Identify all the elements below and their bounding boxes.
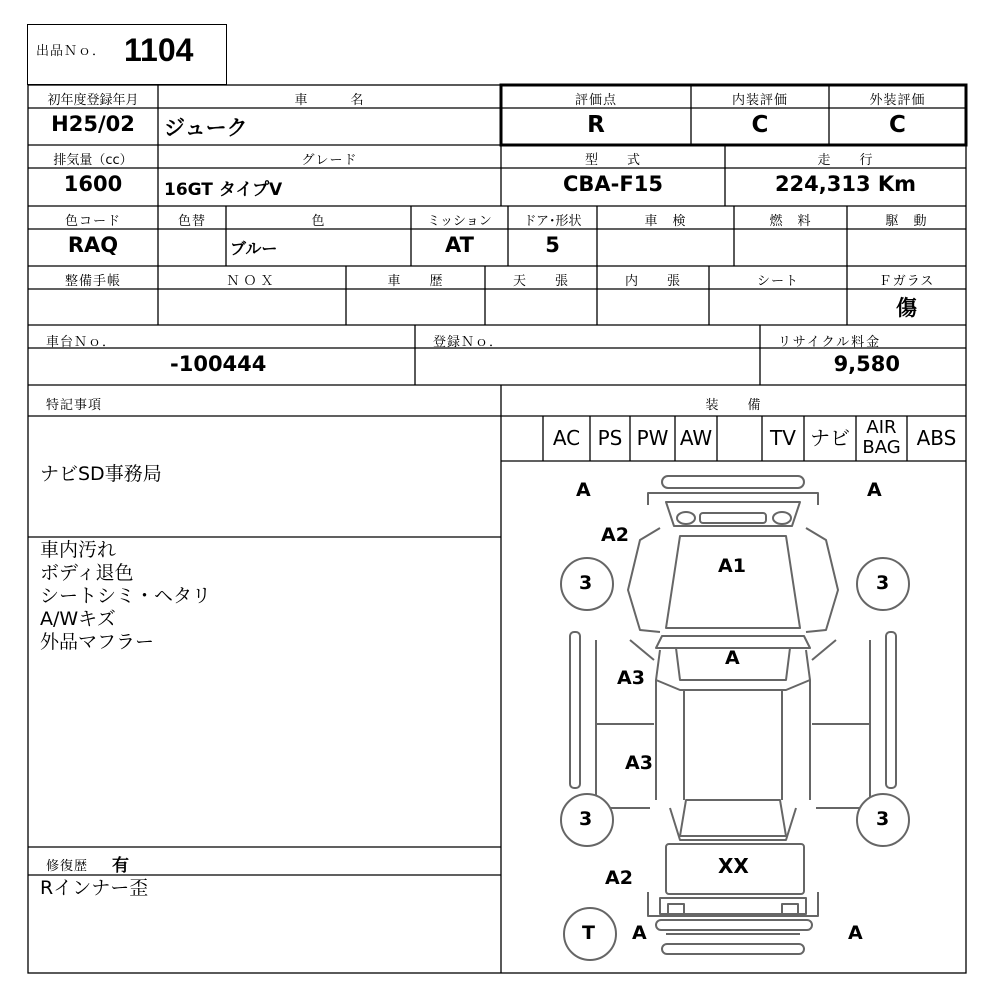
mark-bonnet: A1 xyxy=(718,555,746,577)
remarks-line-5: 外品マフラー xyxy=(40,631,155,653)
mark-front-left-corner: A xyxy=(576,479,591,501)
remarks-line-4: A/Wキズ xyxy=(40,608,116,630)
displacement-label: 排気量（cc） xyxy=(53,153,133,168)
car-damage-diagram xyxy=(501,461,966,973)
inspection-label: 車 検 xyxy=(644,214,687,229)
mark-front-right-corner: A xyxy=(867,479,882,501)
equipment-ac: AC xyxy=(552,426,581,450)
exterior-score-label: 外装評価 xyxy=(869,93,926,108)
recycle-fee-value: 9,580 xyxy=(833,352,900,376)
chassis-number-label: 車台Ｎｏ． xyxy=(46,335,117,350)
chassis-number-value: -100444 xyxy=(170,352,267,376)
maintenance-book-label: 整備手帳 xyxy=(64,274,121,289)
nox-label: ＮＯＸ xyxy=(226,274,278,289)
mark-left-rear-door: A3 xyxy=(625,752,653,774)
model-label: 型 式 xyxy=(584,153,641,168)
registration-number-label: 登録Ｎｏ． xyxy=(433,335,504,350)
model-value: CBA-F15 xyxy=(563,172,663,196)
equipment-abs: ABS xyxy=(916,426,957,450)
door-label: ドア･形状 xyxy=(523,214,582,229)
mileage-label: 走 行 xyxy=(817,153,874,168)
mark-spare-tire: T xyxy=(582,922,595,944)
mission-label: ミッション xyxy=(427,214,492,229)
mission-value: AT xyxy=(445,233,474,257)
grade-value: 16GT タイプV xyxy=(164,180,283,200)
color-code-value: RAQ xyxy=(67,233,119,257)
front-glass-label: Ｆガラス xyxy=(878,274,935,289)
car-name-label: 車 名 xyxy=(294,93,365,108)
first-registration-label: 初年度登録年月 xyxy=(47,93,139,108)
mark-rear-bumper-left: A xyxy=(632,922,647,944)
mark-tire-fr: 3 xyxy=(876,572,890,594)
mark-bonnet-left: A2 xyxy=(601,524,629,546)
equipment-label: 装 備 xyxy=(705,398,762,413)
mark-windshield: A xyxy=(725,647,740,669)
roof-lining-label: 天 張 xyxy=(512,274,569,289)
car-history-label: 車 歴 xyxy=(387,274,444,289)
remarks-line-1: 車内汚れ xyxy=(40,539,117,561)
interior-trim-label: 内 張 xyxy=(624,274,681,289)
repaint-label: 色替 xyxy=(177,214,206,229)
remarks-label: 特記事項 xyxy=(46,398,103,413)
lot-number: 1104 xyxy=(124,32,194,68)
drive-label: 駆 動 xyxy=(885,214,928,229)
front-glass-value: 傷 xyxy=(896,296,917,320)
repair-history-value: 有 xyxy=(112,856,129,876)
lot-number-label: 出品Ｎｏ． xyxy=(36,44,107,59)
equipment-navi: ナビ xyxy=(810,426,850,450)
mark-left-front-door: A3 xyxy=(617,667,645,689)
equipment-tv: TV xyxy=(770,426,796,450)
color-code-label: 色コード xyxy=(64,214,121,229)
mark-rear-left: A2 xyxy=(605,867,633,889)
score-label: 評価点 xyxy=(574,93,617,108)
color-value: ブルー xyxy=(230,239,278,258)
exterior-score-value: C xyxy=(889,112,906,138)
car-name-value: ジューク xyxy=(164,116,248,140)
seat-label: シート xyxy=(756,274,799,289)
mark-tire-rl: 3 xyxy=(579,808,593,830)
equipment-pw: PW xyxy=(636,426,669,450)
color-label: 色 xyxy=(311,214,326,229)
door-value: 5 xyxy=(545,233,560,257)
repair-history-label: 修復歴 xyxy=(46,859,89,874)
mark-tire-fl: 3 xyxy=(579,572,593,594)
remarks-line-3: シートシミ・ヘタリ xyxy=(40,585,212,607)
grade-label: グレード xyxy=(301,153,358,168)
fuel-label: 燃 料 xyxy=(769,214,812,229)
mark-rear-bumper-right: A xyxy=(848,922,863,944)
mark-rear-panel: XX xyxy=(718,854,749,878)
interior-score-label: 内装評価 xyxy=(731,93,788,108)
remarks-line-2: ボディ退色 xyxy=(40,562,134,584)
remarks-note-navi: ナビSD事務局 xyxy=(40,463,162,485)
repair-note: Rインナー歪 xyxy=(40,877,149,899)
recycle-fee-label: リサイクル料金 xyxy=(778,335,882,350)
equipment-airbag: AIR BAG xyxy=(862,417,901,458)
first-registration-value: H25/02 xyxy=(51,112,135,136)
equipment-ps: PS xyxy=(597,426,623,450)
displacement-value: 1600 xyxy=(63,172,123,196)
mileage-value: 224,313 Km xyxy=(774,172,917,196)
mark-tire-rr: 3 xyxy=(876,808,890,830)
equipment-aw: AW xyxy=(679,426,713,450)
score-value: R xyxy=(587,112,605,138)
interior-score-value: C xyxy=(751,112,769,138)
